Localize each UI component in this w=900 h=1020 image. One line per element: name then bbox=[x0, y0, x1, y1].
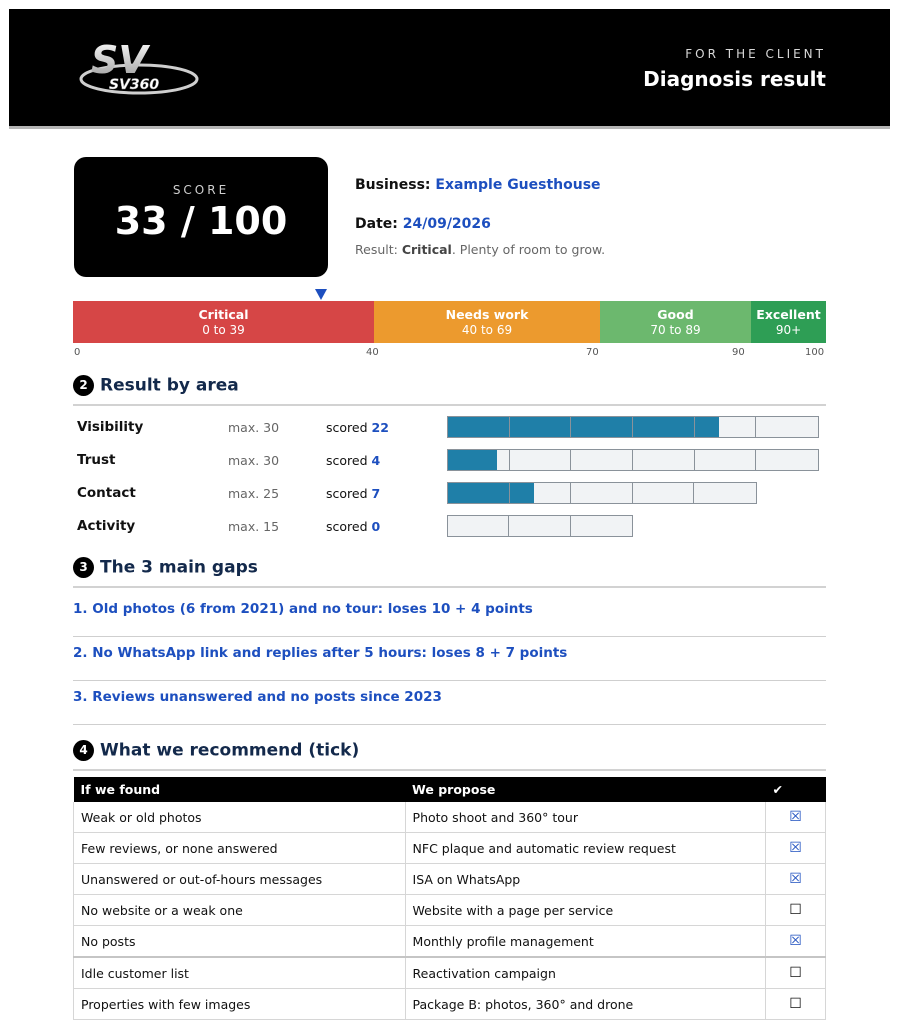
band-range: 70 to 89 bbox=[650, 323, 701, 337]
area-max: max. 25 bbox=[228, 486, 280, 501]
scored-label: scored bbox=[326, 453, 368, 468]
propose-cell: Photo shoot and 360° tour bbox=[405, 802, 766, 833]
checkbox[interactable]: ☐ bbox=[766, 895, 826, 926]
area-row-contact bbox=[73, 482, 826, 506]
section-main-gaps bbox=[73, 557, 826, 588]
gap-item: 3. Reviews unanswered and no posts since 2023 bbox=[73, 689, 442, 705]
progress-segment bbox=[695, 417, 757, 437]
band-name: Excellent bbox=[756, 307, 821, 322]
score-value: 33 / 100 bbox=[114, 199, 288, 243]
area-row-activity bbox=[73, 515, 826, 539]
progress-segment bbox=[448, 450, 510, 470]
svg-text:SV: SV bbox=[91, 38, 148, 82]
scored-label: scored bbox=[326, 519, 368, 534]
page-title: Diagnosis result bbox=[643, 67, 826, 91]
section-title: The 3 main gaps bbox=[100, 557, 258, 578]
area-progress-bar bbox=[447, 515, 633, 537]
progress-segment bbox=[448, 483, 510, 503]
scale-tick: 100 bbox=[805, 347, 825, 358]
scale-tick: 0 bbox=[74, 347, 81, 358]
progress-segment bbox=[448, 516, 509, 536]
progress-segment bbox=[571, 450, 633, 470]
found-cell: Weak or old photos bbox=[74, 802, 406, 833]
found-cell: Unanswered or out-of-hours messages bbox=[74, 864, 406, 895]
recommendation-table bbox=[73, 777, 826, 1020]
area-row-visibility bbox=[73, 416, 826, 440]
score-card bbox=[74, 157, 328, 277]
progress-segment bbox=[509, 516, 570, 536]
header-eyebrow: FOR THE CLIENT bbox=[685, 47, 826, 61]
date-value: 24/09/2026 bbox=[402, 216, 491, 232]
area-name: Visibility bbox=[77, 419, 144, 435]
progress-segment bbox=[633, 483, 695, 503]
scored-value: 0 bbox=[371, 519, 381, 534]
progress-segment bbox=[571, 417, 633, 437]
section-title: Result by area bbox=[100, 375, 239, 396]
area-name: Trust bbox=[77, 452, 116, 468]
area-progress-bar bbox=[447, 416, 819, 438]
progress-segment bbox=[510, 483, 572, 503]
progress-segment bbox=[571, 516, 632, 536]
progress-segment bbox=[510, 450, 572, 470]
area-name: Activity bbox=[77, 518, 136, 534]
svg-text:SV360: SV360 bbox=[109, 77, 160, 93]
band-excellent bbox=[751, 301, 826, 343]
table-row bbox=[74, 802, 826, 833]
area-max: max. 15 bbox=[228, 519, 280, 534]
progress-segment bbox=[695, 450, 757, 470]
propose-cell: Website with a page per service bbox=[405, 895, 766, 926]
column-header: If we found bbox=[74, 777, 406, 802]
scored-value: 7 bbox=[371, 486, 381, 501]
scale-tick: 70 bbox=[586, 347, 599, 358]
column-header: We propose bbox=[405, 777, 766, 802]
checkbox[interactable]: ☐ bbox=[766, 957, 826, 989]
table-row bbox=[74, 895, 826, 926]
propose-cell: NFC plaque and automatic review request bbox=[405, 833, 766, 864]
table-row bbox=[74, 989, 826, 1020]
scored-value: 4 bbox=[371, 453, 381, 468]
propose-cell: Reactivation campaign bbox=[405, 957, 766, 989]
band-good bbox=[600, 301, 751, 343]
area-progress-bar bbox=[447, 482, 757, 504]
band-range: 0 to 39 bbox=[202, 323, 245, 337]
band-name: Critical bbox=[198, 307, 249, 322]
result-prefix: Result: bbox=[355, 242, 398, 257]
propose-cell: Monthly profile management bbox=[405, 926, 766, 958]
progress-fill bbox=[633, 417, 694, 437]
progress-segment bbox=[633, 417, 695, 437]
propose-cell: Package B: photos, 360° and drone bbox=[405, 989, 766, 1020]
divider bbox=[73, 636, 826, 637]
progress-segment bbox=[571, 483, 633, 503]
checkbox[interactable]: ☒ bbox=[766, 802, 826, 833]
propose-cell: ISA on WhatsApp bbox=[405, 864, 766, 895]
section-number-badge: 4 bbox=[73, 740, 94, 761]
checkbox[interactable]: ☒ bbox=[766, 926, 826, 958]
progress-fill bbox=[695, 417, 719, 437]
result-suffix: . Plenty of room to grow. bbox=[451, 242, 606, 257]
result-level: Critical bbox=[401, 242, 452, 257]
table-row bbox=[74, 926, 826, 958]
result-note bbox=[355, 242, 605, 257]
progress-segment bbox=[756, 417, 818, 437]
band-critical bbox=[73, 301, 374, 343]
section-number-badge: 3 bbox=[73, 557, 94, 578]
section-recommend bbox=[73, 740, 826, 771]
area-scored bbox=[326, 519, 380, 534]
area-max: max. 30 bbox=[228, 453, 280, 468]
area-row-trust bbox=[73, 449, 826, 473]
progress-segment bbox=[633, 450, 695, 470]
divider bbox=[73, 724, 826, 725]
scored-label: scored bbox=[326, 486, 368, 501]
table-header-row bbox=[74, 777, 826, 802]
checkbox[interactable]: ☒ bbox=[766, 833, 826, 864]
found-cell: Idle customer list bbox=[74, 957, 406, 989]
area-max: max. 30 bbox=[228, 420, 280, 435]
progress-fill bbox=[510, 417, 571, 437]
found-cell: No website or a weak one bbox=[74, 895, 406, 926]
business-label: Business: bbox=[355, 177, 431, 193]
table-row bbox=[74, 864, 826, 895]
band-range: 90+ bbox=[775, 323, 802, 337]
found-cell: Properties with few images bbox=[74, 989, 406, 1020]
area-scored bbox=[326, 486, 380, 501]
table-row bbox=[74, 957, 826, 989]
band-name: Needs work bbox=[445, 307, 529, 322]
band-name: Good bbox=[657, 307, 694, 322]
checkbox[interactable]: ☒ bbox=[766, 864, 826, 895]
business-line bbox=[355, 177, 601, 193]
progress-segment bbox=[694, 483, 756, 503]
page-header bbox=[9, 9, 890, 129]
divider bbox=[73, 680, 826, 681]
band-range: 40 to 69 bbox=[461, 323, 513, 337]
area-name: Contact bbox=[77, 485, 136, 501]
gap-item: 2. No WhatsApp link and replies after 5 hours: loses 8 + 7 points bbox=[73, 645, 568, 661]
found-cell: No posts bbox=[74, 926, 406, 958]
gap-item: 1. Old photos (6 from 2021) and no tour: loses 10 + 4 points bbox=[73, 601, 533, 617]
score-label: SCORE bbox=[172, 183, 230, 197]
band-needs-work bbox=[374, 301, 600, 343]
area-progress-bar bbox=[447, 449, 819, 471]
progress-segment bbox=[756, 450, 818, 470]
progress-fill bbox=[448, 483, 509, 503]
business-value: Example Guesthouse bbox=[435, 177, 601, 193]
score-marker-icon bbox=[315, 289, 327, 300]
progress-fill bbox=[448, 417, 509, 437]
date-line bbox=[355, 216, 491, 232]
area-scored bbox=[326, 420, 389, 435]
area-scored bbox=[326, 453, 380, 468]
progress-fill bbox=[571, 417, 632, 437]
scale-tick: 90 bbox=[732, 347, 745, 358]
section-title: What we recommend (tick) bbox=[100, 740, 360, 761]
column-header-check: ✔ bbox=[766, 777, 826, 802]
checkbox[interactable]: ☐ bbox=[766, 989, 826, 1020]
progress-segment bbox=[448, 417, 510, 437]
date-label: Date: bbox=[355, 216, 398, 232]
score-scale bbox=[73, 301, 826, 343]
section-result-by-area bbox=[73, 375, 826, 406]
scored-label: scored bbox=[326, 420, 368, 435]
found-cell: Few reviews, or none answered bbox=[74, 833, 406, 864]
table-row bbox=[74, 833, 826, 864]
scale-tick: 40 bbox=[366, 347, 379, 358]
progress-segment bbox=[510, 417, 572, 437]
progress-fill bbox=[510, 483, 534, 503]
section-number-badge: 2 bbox=[73, 375, 94, 396]
company-logo bbox=[77, 37, 201, 99]
progress-fill bbox=[448, 450, 497, 470]
scored-value: 22 bbox=[371, 420, 389, 435]
